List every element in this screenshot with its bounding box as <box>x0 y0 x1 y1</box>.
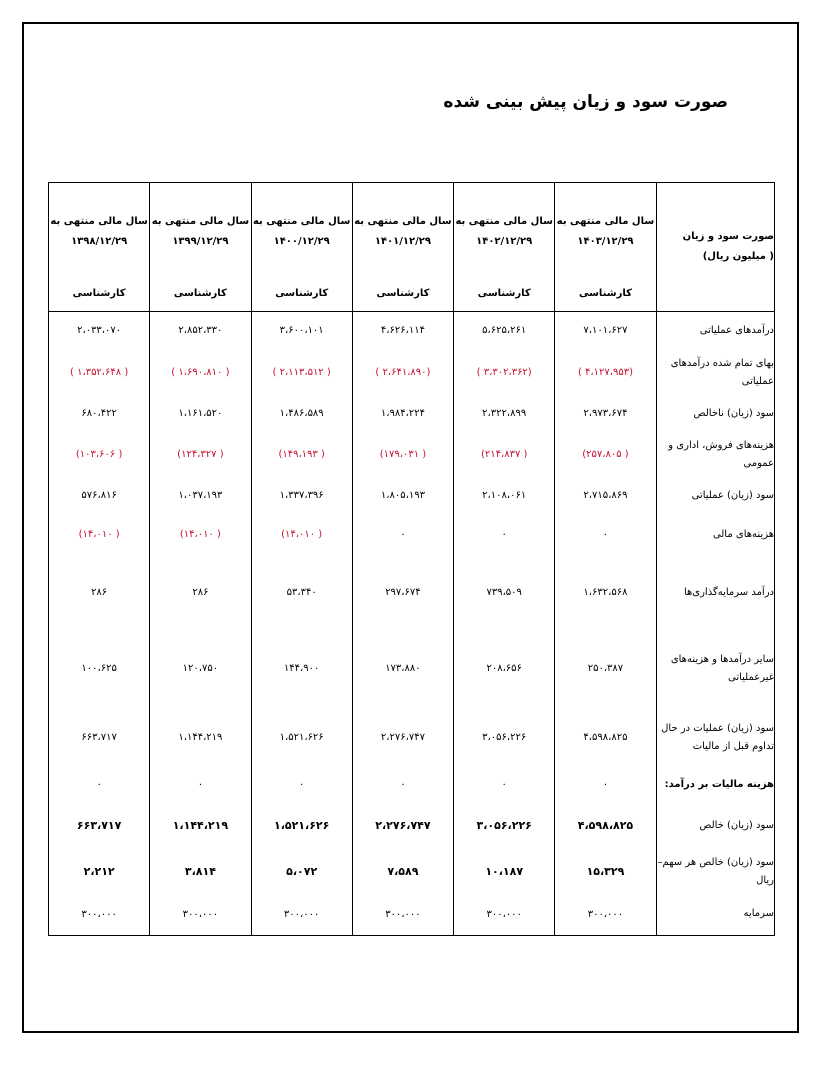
cell-eps-0: ۱۵،۳۲۹ <box>555 850 656 894</box>
income-statement-table <box>48 182 775 936</box>
cell-eps-3: ۵،۰۷۲ <box>251 850 352 894</box>
table-row-other-non-operating <box>49 630 775 708</box>
year-header-1398: سال مالی منتهی به ۱۳۹۸/۱۲/۲۹ کارشناسی <box>49 183 150 312</box>
cell-eps-2: ۷،۵۸۹ <box>352 850 453 894</box>
table-row-income-tax <box>49 768 775 802</box>
table-row-gross-profit <box>49 396 775 432</box>
cell-gross-profit-3: ۱،۴۸۶،۵۸۹ <box>251 396 352 432</box>
cell-investment-income-2: ۲۹۷،۶۷۴ <box>352 556 453 630</box>
cell-operating-revenue-1: ۵،۶۲۵،۲۶۱ <box>454 312 555 350</box>
cell-operating-profit-1: ۲،۱۰۸،۰۶۱ <box>454 478 555 514</box>
table-row-operating-revenue <box>49 312 775 350</box>
year-header-1403: سال مالی منتهی به ۱۴۰۳/۱۲/۲۹ کارشناسی <box>555 183 656 312</box>
cell-operating-profit-0: ۲،۷۱۵،۸۶۹ <box>555 478 656 514</box>
table-row-selling-admin-expenses <box>49 432 775 478</box>
cell-net-profit-4: ۱،۱۴۴،۲۱۹ <box>150 802 251 850</box>
cell-operating-profit-4: ۱،۰۳۷،۱۹۳ <box>150 478 251 514</box>
cell-operating-profit-5: ۵۷۶،۸۱۶ <box>49 478 150 514</box>
cell-cost-of-revenue-4: ( ۱،۶۹۰،۸۱۰ ) <box>150 350 251 396</box>
cell-finance-costs-0: ۰ <box>555 514 656 556</box>
cell-capital-2: ۳۰۰،۰۰۰ <box>352 894 453 936</box>
cell-selling-admin-expenses-2: (۱۷۹،۰۳۱ ) <box>352 432 453 478</box>
cell-income-tax-4: ۰ <box>150 768 251 802</box>
cell-operating-profit-2: ۱،۸۰۵،۱۹۳ <box>352 478 453 514</box>
cell-cost-of-revenue-0: ( ۴،۱۲۷،۹۵۳) <box>555 350 656 396</box>
row-label-operating-revenue: درآمدهای عملیاتی <box>656 312 774 350</box>
cell-income-tax-3: ۰ <box>251 768 352 802</box>
year-header-1401: سال مالی منتهی به ۱۴۰۱/۱۲/۲۹ کارشناسی <box>352 183 453 312</box>
cell-gross-profit-4: ۱،۱۶۱،۵۲۰ <box>150 396 251 432</box>
document-title: صورت سود و زیان پیش بینی شده <box>443 92 728 112</box>
row-label-cost-of-revenue: بهای تمام شده درآمدهای عملیاتی <box>656 350 774 396</box>
cell-operating-revenue-5: ۲،۰۳۳،۰۷۰ <box>49 312 150 350</box>
cell-eps-4: ۳،۸۱۴ <box>150 850 251 894</box>
cell-eps-1: ۱۰،۱۸۷ <box>454 850 555 894</box>
cell-other-non-operating-0: ۲۵۰،۳۸۷ <box>555 630 656 708</box>
cell-other-non-operating-4: ۱۲۰،۷۵۰ <box>150 630 251 708</box>
cell-profit-before-tax-4: ۱،۱۴۴،۲۱۹ <box>150 708 251 768</box>
cell-selling-admin-expenses-1: (۲۱۴،۸۳۷ ) <box>454 432 555 478</box>
cell-net-profit-1: ۳،۰۵۶،۲۲۶ <box>454 802 555 850</box>
cell-profit-before-tax-3: ۱،۵۲۱،۶۲۶ <box>251 708 352 768</box>
cell-selling-admin-expenses-0: (۲۵۷،۸۰۵ ) <box>555 432 656 478</box>
table-row-capital <box>49 894 775 936</box>
cell-capital-0: ۳۰۰،۰۰۰ <box>555 894 656 936</box>
cell-investment-income-4: ۲۸۶ <box>150 556 251 630</box>
table-header-row <box>49 183 775 312</box>
cell-other-non-operating-3: ۱۴۴،۹۰۰ <box>251 630 352 708</box>
table-row-operating-profit <box>49 478 775 514</box>
cell-other-non-operating-2: ۱۷۳،۸۸۰ <box>352 630 453 708</box>
cell-net-profit-3: ۱،۵۲۱،۶۲۶ <box>251 802 352 850</box>
cell-finance-costs-4: (۱۴،۰۱۰ ) <box>150 514 251 556</box>
row-label-eps: سود (زیان) خالص هر سهم– ریال <box>656 850 774 894</box>
year-header-1400: سال مالی منتهی به ۱۴۰۰/۱۲/۲۹ کارشناسی <box>251 183 352 312</box>
cell-income-tax-1: ۰ <box>454 768 555 802</box>
cell-profit-before-tax-5: ۶۶۳،۷۱۷ <box>49 708 150 768</box>
cell-operating-profit-3: ۱،۳۳۷،۳۹۶ <box>251 478 352 514</box>
cell-selling-admin-expenses-4: (۱۲۴،۳۲۷ ) <box>150 432 251 478</box>
cell-cost-of-revenue-2: ( ۲،۶۴۱،۸۹۰) <box>352 350 453 396</box>
cell-operating-revenue-4: ۲،۸۵۲،۳۳۰ <box>150 312 251 350</box>
cell-other-non-operating-5: ۱۰۰،۶۲۵ <box>49 630 150 708</box>
cell-net-profit-0: ۴،۵۹۸،۸۲۵ <box>555 802 656 850</box>
cell-income-tax-0: ۰ <box>555 768 656 802</box>
cell-operating-revenue-2: ۴،۶۲۶،۱۱۴ <box>352 312 453 350</box>
table-row-profit-before-tax <box>49 708 775 768</box>
row-label-investment-income: درآمد سرمایه‌گذاری‌ها <box>656 556 774 630</box>
cell-net-profit-2: ۲،۲۷۶،۷۴۷ <box>352 802 453 850</box>
cell-eps-5: ۲،۲۱۲ <box>49 850 150 894</box>
cell-net-profit-5: ۶۶۳،۷۱۷ <box>49 802 150 850</box>
cell-gross-profit-1: ۲،۳۲۲،۸۹۹ <box>454 396 555 432</box>
table-row-net-profit <box>49 802 775 850</box>
cell-capital-3: ۳۰۰،۰۰۰ <box>251 894 352 936</box>
table-row-investment-income <box>49 556 775 630</box>
cell-profit-before-tax-2: ۲،۲۷۶،۷۴۷ <box>352 708 453 768</box>
table-row-finance-costs <box>49 514 775 556</box>
cell-operating-revenue-0: ۷،۱۰۱،۶۲۷ <box>555 312 656 350</box>
cell-cost-of-revenue-1: ( ۳،۳۰۲،۳۶۲) <box>454 350 555 396</box>
row-label-other-non-operating: سایر درآمدها و هزینه‌های غیرعملیاتی <box>656 630 774 708</box>
cell-selling-admin-expenses-3: (۱۴۹،۱۹۳ ) <box>251 432 352 478</box>
row-label-selling-admin-expenses: هزینه‌های فروش، اداری و عمومی <box>656 432 774 478</box>
cell-cost-of-revenue-3: ( ۲،۱۱۳،۵۱۲ ) <box>251 350 352 396</box>
row-label-profit-before-tax: سود (زیان) عملیات در حال تداوم قبل از مالیات <box>656 708 774 768</box>
cell-capital-1: ۳۰۰،۰۰۰ <box>454 894 555 936</box>
cell-finance-costs-3: (۱۴،۰۱۰ ) <box>251 514 352 556</box>
cell-other-non-operating-1: ۲۰۸،۶۵۶ <box>454 630 555 708</box>
cell-selling-admin-expenses-5: (۱۰۳،۶۰۶ ) <box>49 432 150 478</box>
cell-finance-costs-2: ۰ <box>352 514 453 556</box>
year-header-1399: سال مالی منتهی به ۱۳۹۹/۱۲/۲۹ کارشناسی <box>150 183 251 312</box>
table-row-eps <box>49 850 775 894</box>
row-label-gross-profit: سود (زیان) ناخالص <box>656 396 774 432</box>
cell-investment-income-3: ۵۳،۳۴۰ <box>251 556 352 630</box>
cell-gross-profit-0: ۲،۹۷۳،۶۷۴ <box>555 396 656 432</box>
row-label-finance-costs: هزینه‌های مالی <box>656 514 774 556</box>
cell-operating-revenue-3: ۳،۶۰۰،۱۰۱ <box>251 312 352 350</box>
statement-label-header: صورت سود و زیان ( میلیون ریال) <box>656 183 774 312</box>
year-header-1402: سال مالی منتهی به ۱۴۰۲/۱۲/۲۹ کارشناسی <box>454 183 555 312</box>
row-label-income-tax: هزینه مالیات بر درآمد: <box>656 768 774 802</box>
cell-gross-profit-2: ۱،۹۸۴،۲۲۴ <box>352 396 453 432</box>
row-label-operating-profit: سود (زیان) عملیاتی <box>656 478 774 514</box>
row-label-capital: سرمایه <box>656 894 774 936</box>
cell-finance-costs-1: ۰ <box>454 514 555 556</box>
cell-cost-of-revenue-5: ( ۱،۳۵۲،۶۴۸ ) <box>49 350 150 396</box>
cell-profit-before-tax-0: ۴،۵۹۸،۸۲۵ <box>555 708 656 768</box>
cell-profit-before-tax-1: ۳،۰۵۶،۲۲۶ <box>454 708 555 768</box>
table-row-cost-of-revenue <box>49 350 775 396</box>
cell-income-tax-2: ۰ <box>352 768 453 802</box>
cell-income-tax-5: ۰ <box>49 768 150 802</box>
cell-capital-4: ۳۰۰،۰۰۰ <box>150 894 251 936</box>
cell-capital-5: ۳۰۰،۰۰۰ <box>49 894 150 936</box>
cell-gross-profit-5: ۶۸۰،۴۲۲ <box>49 396 150 432</box>
cell-investment-income-1: ۷۳۹،۵۰۹ <box>454 556 555 630</box>
cell-investment-income-0: ۱،۶۳۲،۵۶۸ <box>555 556 656 630</box>
cell-investment-income-5: ۲۸۶ <box>49 556 150 630</box>
row-label-net-profit: سود (زیان) خالص <box>656 802 774 850</box>
cell-finance-costs-5: (۱۴،۰۱۰ ) <box>49 514 150 556</box>
